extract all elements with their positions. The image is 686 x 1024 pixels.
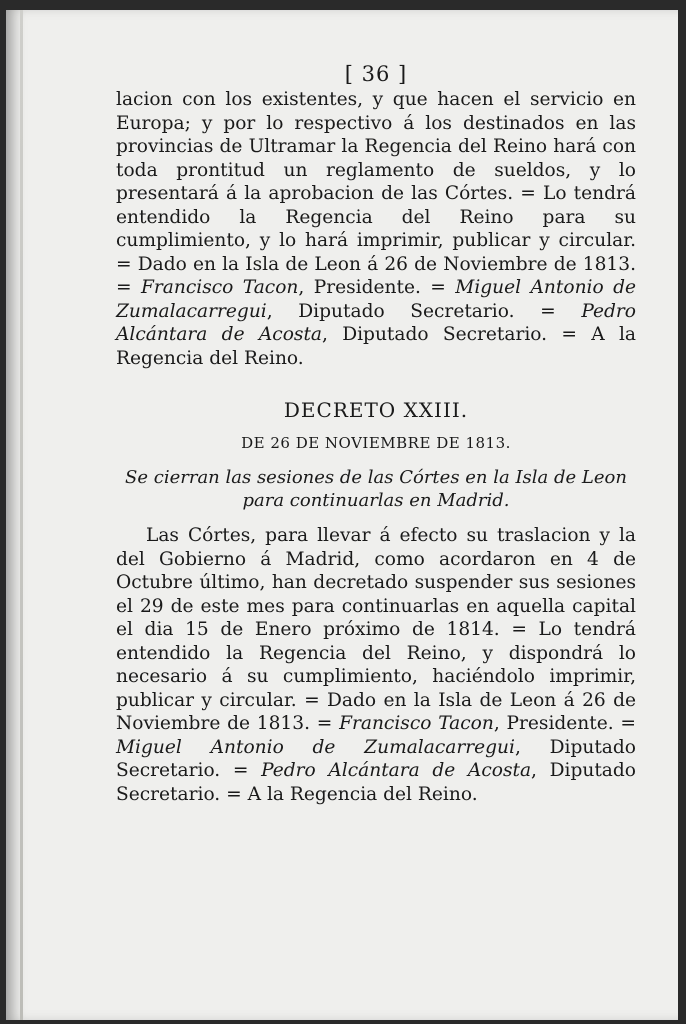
page-edge xyxy=(20,10,23,1020)
paragraph-text: Las Córtes, para llevar á efecto su traslacion y la del Gobierno á Madrid, como acordaron en 4 de Octubre último, han decretado suspender sus sesiones el 29 de este mes para continuarlas en aquella capital el dia 15 de Enero próximo de 1814. = Lo tendrá entendido la Regencia del Reino, y dispondrá lo necesario á su cumplimiento, haciéndolo imprimir, publicar y circular. = Dado en la Isla de Leon á 26 de Noviembre de 1813. = xyxy=(116,525,636,734)
paragraph-text: , Presidente. = xyxy=(493,713,636,734)
paragraph-text: , Diputado Secretario. = A la Regencia del Reino. xyxy=(116,760,636,805)
signature-tacon: Francisco Tacon xyxy=(141,277,299,298)
continuation-paragraph xyxy=(116,88,636,370)
signature-tacon: Francisco Tacon xyxy=(339,713,494,734)
signature-acosta: Pedro Alcántara de Acosta xyxy=(116,300,636,345)
decree-summary: Se cierran las sesiones de las Córtes en la Isla de Leon para continuarlas en Madrid. xyxy=(125,467,627,511)
paragraph-text: , Diputado Secretario. = xyxy=(266,300,582,322)
paragraph-text: lacion con los existentes, y que hacen el servicio en Europa; y por lo respectivo á los destinados en las provincias de Ultramar la Regencia del Reino hará con toda prontitud un reglamento de sueldos, y lo presentará á la aprobacion de las Córtes. = Lo tendrá entendido la Regencia del Reino para su cumplimiento, y lo hará imprimir, publicar y circular. = Dado en la Isla de Leon á 26 de Noviembre de 1813. = xyxy=(116,89,636,298)
decree-paragraph xyxy=(116,524,636,806)
page-content xyxy=(116,62,636,806)
signature-zumalacarregui: Miguel Antonio de Zumalacarregui xyxy=(116,736,515,758)
signature-zumalacarregui: Miguel Antonio de Zumalacarregui xyxy=(116,277,636,322)
paragraph-text: , Diputado Secretario. = A la Regencia del Reino. xyxy=(116,324,636,369)
signature-acosta: Pedro Alcántara de Acosta xyxy=(261,760,532,781)
decree-date: DE 26 DE NOVIEMBRE DE 1813. xyxy=(241,434,511,452)
paragraph-text: , Presidente. = xyxy=(298,277,456,298)
page-number: [ 36 ] xyxy=(344,62,408,86)
paragraph-text: , Diputado Secretario. = xyxy=(116,736,636,781)
book-page xyxy=(6,10,678,1020)
decree-title: DECRETO XXIII. xyxy=(283,398,469,422)
